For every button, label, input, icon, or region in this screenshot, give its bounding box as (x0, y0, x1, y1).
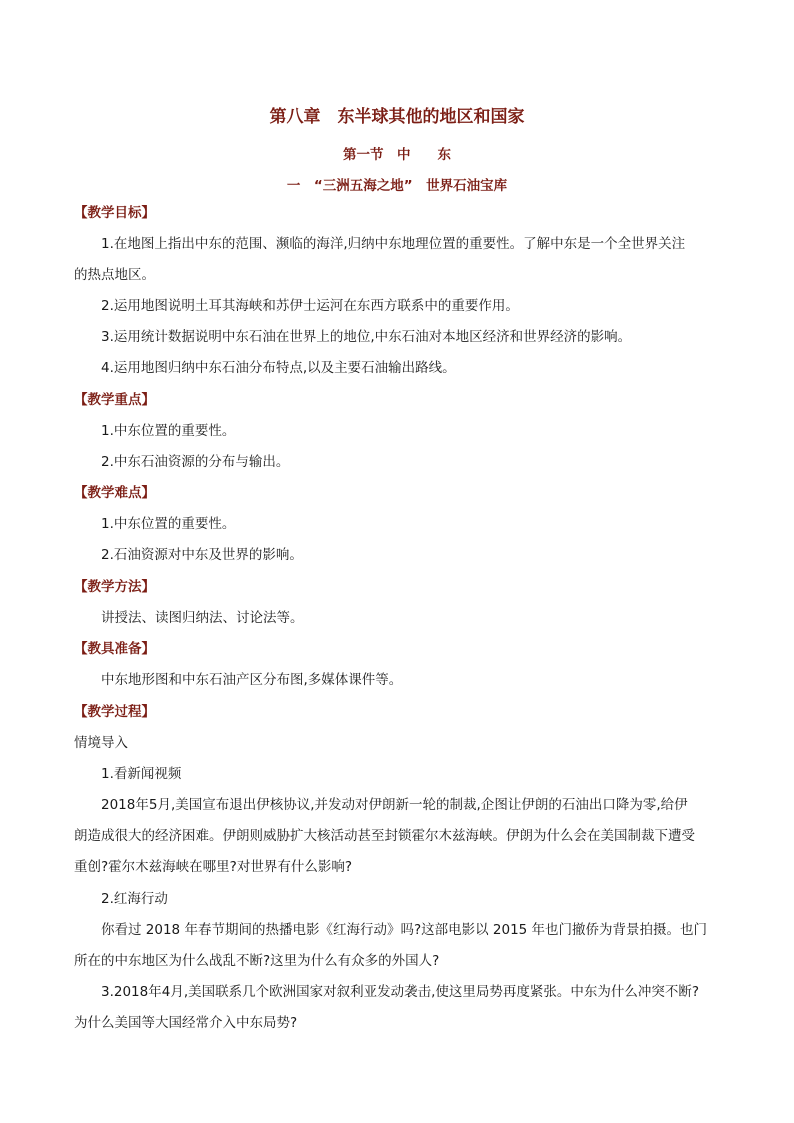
key-point-line: 1.中东位置的重要性。 (101, 423, 236, 439)
process-item-line: 为什么美国等大国经常介入中东局势? (74, 1015, 298, 1031)
process-intro: 情境导入 (74, 735, 128, 751)
process-item-line: 2018年5月,美国宣布退出伊核协议,并发动对伊朗新一轮的制裁,企图让伊朗的石油出口降为零,给伊 (101, 797, 688, 813)
key-point-line: 2.中东石油资源的分布与输出。 (101, 454, 290, 470)
objective-line: 3.运用统计数据说明中东石油在世界上的地位,中东石油对本地区经济和世界经济的影响。 (101, 329, 632, 345)
materials-heading: 【教具准备】 (74, 641, 155, 657)
difficulty-line: 1.中东位置的重要性。 (101, 516, 236, 532)
subsection-title: 一 “三洲五海之地” 世界石油宝库 (286, 178, 508, 194)
process-item-title: 2.红海行动 (101, 891, 168, 907)
chapter-title: 第八章 东半球其他的地区和国家 (269, 107, 525, 127)
process-item-line: 所在的中东地区为什么战乱不断?这里为什么有众多的外国人? (74, 953, 440, 969)
objective-line: 的热点地区。 (74, 267, 155, 283)
difficulty-line: 2.石油资源对中东及世界的影响。 (101, 547, 303, 563)
process-item-line: 朗造成很大的经济困难。伊朗则威胁扩大核活动甚至封锁霍尔木兹海峡。伊朗为什么会在美国制裁下遭受 (74, 828, 695, 844)
process-item-line: 你看过 2018 年春节期间的热播电影《红海行动》吗?这部电影以 2015 年也门撤侨为背景拍摄。也门 (101, 922, 708, 938)
process-heading: 【教学过程】 (74, 704, 155, 720)
process-item-title: 1.看新闻视频 (101, 766, 182, 782)
materials-text: 中东地形图和中东石油产区分布图,多媒体课件等。 (101, 672, 403, 688)
objective-line: 4.运用地图归纳中东石油分布特点,以及主要石油输出路线。 (101, 360, 456, 376)
objectives-heading: 【教学目标】 (74, 205, 155, 221)
process-item-line: 3.2018年4月,美国联系几个欧洲国家对叙利亚发动袭击,使这里局势再度紧张。中东为什么冲突不断? (101, 984, 700, 1000)
methods-text: 讲授法、读图归纳法、讨论法等。 (101, 610, 304, 626)
methods-heading: 【教学方法】 (74, 579, 155, 595)
objective-line: 2.运用地图说明土耳其海峡和苏伊士运河在东西方联系中的重要作用。 (101, 298, 519, 314)
process-item-line: 重创?霍尔木兹海峡在哪里?对世界有什么影响? (74, 859, 352, 875)
objective-line: 1.在地图上指出中东的范围、濒临的海洋,归纳中东地理位置的重要性。了解中东是一个全世界关注 (101, 236, 686, 252)
difficulties-heading: 【教学难点】 (74, 485, 155, 501)
key-points-heading: 【教学重点】 (74, 392, 155, 408)
section-title: 第一节 中 东 (343, 147, 451, 163)
